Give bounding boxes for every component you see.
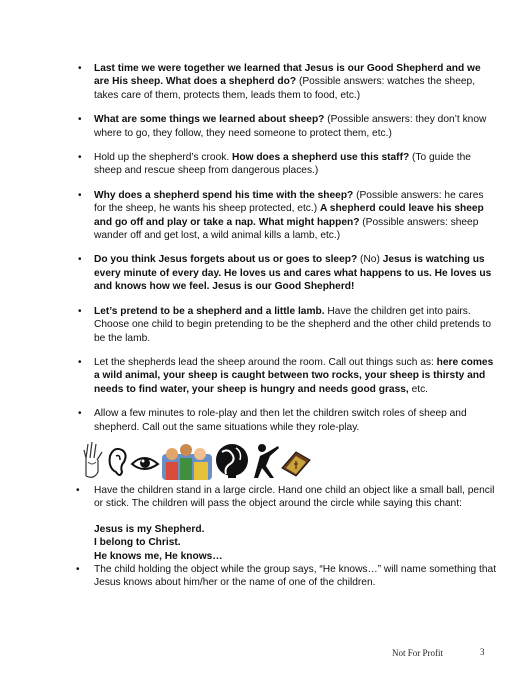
bullet-text <box>94 113 494 140</box>
text-run: (No) <box>357 254 383 266</box>
bullet-marker: • <box>78 152 82 164</box>
eye-icon <box>132 458 158 469</box>
children-group-icon <box>162 444 212 480</box>
bullet-marker: • <box>76 485 80 496</box>
stretching-person-icon <box>254 444 279 478</box>
bullet-text <box>94 151 494 178</box>
bold-text-run: Last time we were together we learned that Jesus is our Good Shepherd and we are His sheep. What does a shepherd do? <box>94 63 481 88</box>
bullet-marker: • <box>78 356 82 368</box>
closing-text: The child holding the object while the group says, “He knows…” will name something that Jesus knows about him/her or the name of one of the children. <box>94 564 497 589</box>
text-run: Let the shepherds lead the sheep around the room. Call out things such as: <box>94 356 437 368</box>
bold-text-run: A shepherd could leave his sheep and go off and play or take a nap. What might happen? <box>94 203 484 228</box>
text-run: etc. <box>408 383 429 395</box>
text-run: (Possible answers: he cares for the sheep, he wants his sheep protected, etc.) <box>94 189 484 215</box>
bullet-marker: • <box>78 189 82 201</box>
bible-icon <box>282 452 310 476</box>
bold-text-run: here comes a wild animal, your sheep is caught between two rocks, your sheep is thirsty and needs to find water, your sheep is hungry and needs good grass, <box>94 356 494 395</box>
bold-text-run: Jesus is watching us every minute of every day. He loves us and cares what happens to us. He loves us and knows how we feel. Jesus is our Good Shepherd! <box>94 254 492 293</box>
hand-icon <box>84 442 102 477</box>
page-number: 3 <box>480 647 485 657</box>
sense-icons-strip <box>82 438 312 480</box>
bold-text-run: Do you think Jesus forgets about us or goes to sleep? <box>94 254 358 266</box>
bold-text-run: What are some things we learned about sheep? <box>94 114 325 126</box>
closing-instruction <box>76 563 498 590</box>
text-run: (To guide the sheep and rescue sheep from dangerous places.) <box>94 152 471 177</box>
bullet-marker: • <box>76 564 80 576</box>
chant-line-2: I belong to Christ. <box>94 537 181 549</box>
bullet-item <box>78 189 494 243</box>
text-run: (Possible answers: watches the sheep, takes care of them, protects them, leads them to food, etc.) <box>94 76 476 101</box>
bold-text-run: Let’s pretend to be a shepherd and a little lamb. <box>94 305 325 317</box>
text-run: Hold up the shepherd’s crook. <box>94 152 232 164</box>
bullet-marker: • <box>78 408 82 420</box>
bullet-item <box>78 113 494 140</box>
bullet-item <box>78 62 494 102</box>
bullet-marker: • <box>78 305 82 317</box>
bullet-item <box>78 253 494 293</box>
circle-game-intro: Have the children stand in a large circle. Hand one child an object like a small ball, pencil or stick. The children will pass the object around the circle while saying this chant: <box>94 485 495 510</box>
bullet-marker: • <box>78 254 82 266</box>
bullet-marker: • <box>78 63 82 74</box>
bold-text-run: Why does a shepherd spend his time with the sheep? <box>94 189 354 201</box>
bullet-marker: • <box>78 114 82 126</box>
activity-bullet-list <box>78 62 494 445</box>
bullet-text <box>94 62 494 102</box>
bullet-item <box>78 305 494 345</box>
footer-note: Not For Profit <box>392 648 444 658</box>
text-run: Allow a few minutes to role-play and then let the children switch roles of sheep and shepherd. Call out the same situations while they role-play. <box>94 408 467 433</box>
text-run: (Possible answers: they don’t know where to go, they follow, they need someone to protect them, etc.) <box>94 114 487 139</box>
chant-line-1: Jesus is my Shepherd. <box>94 523 205 535</box>
bullet-text <box>94 407 494 434</box>
bullet-item <box>78 151 494 178</box>
circle-game-instructions <box>76 484 498 511</box>
ear-icon <box>110 449 126 475</box>
bullet-text <box>94 189 494 243</box>
bullet-text <box>94 356 494 396</box>
chant-line-3: He knows me, He knows… <box>94 550 223 562</box>
bold-text-run: How does a shepherd use this staff? <box>232 152 410 164</box>
bullet-item <box>78 407 494 434</box>
bullet-text <box>94 305 494 345</box>
text-run: (Possible answers: sheep wander off and get lost, a wild animal kills a lamb, etc.) <box>94 216 479 242</box>
bullet-item <box>78 356 494 396</box>
bullet-text <box>94 253 494 293</box>
text-run: Have the children get into pairs. Choose one child to begin pretending to be the shepherd and the other child pretends to be the lamb. <box>94 305 492 344</box>
circle-game-section <box>76 484 498 602</box>
globe-icon <box>216 444 248 478</box>
